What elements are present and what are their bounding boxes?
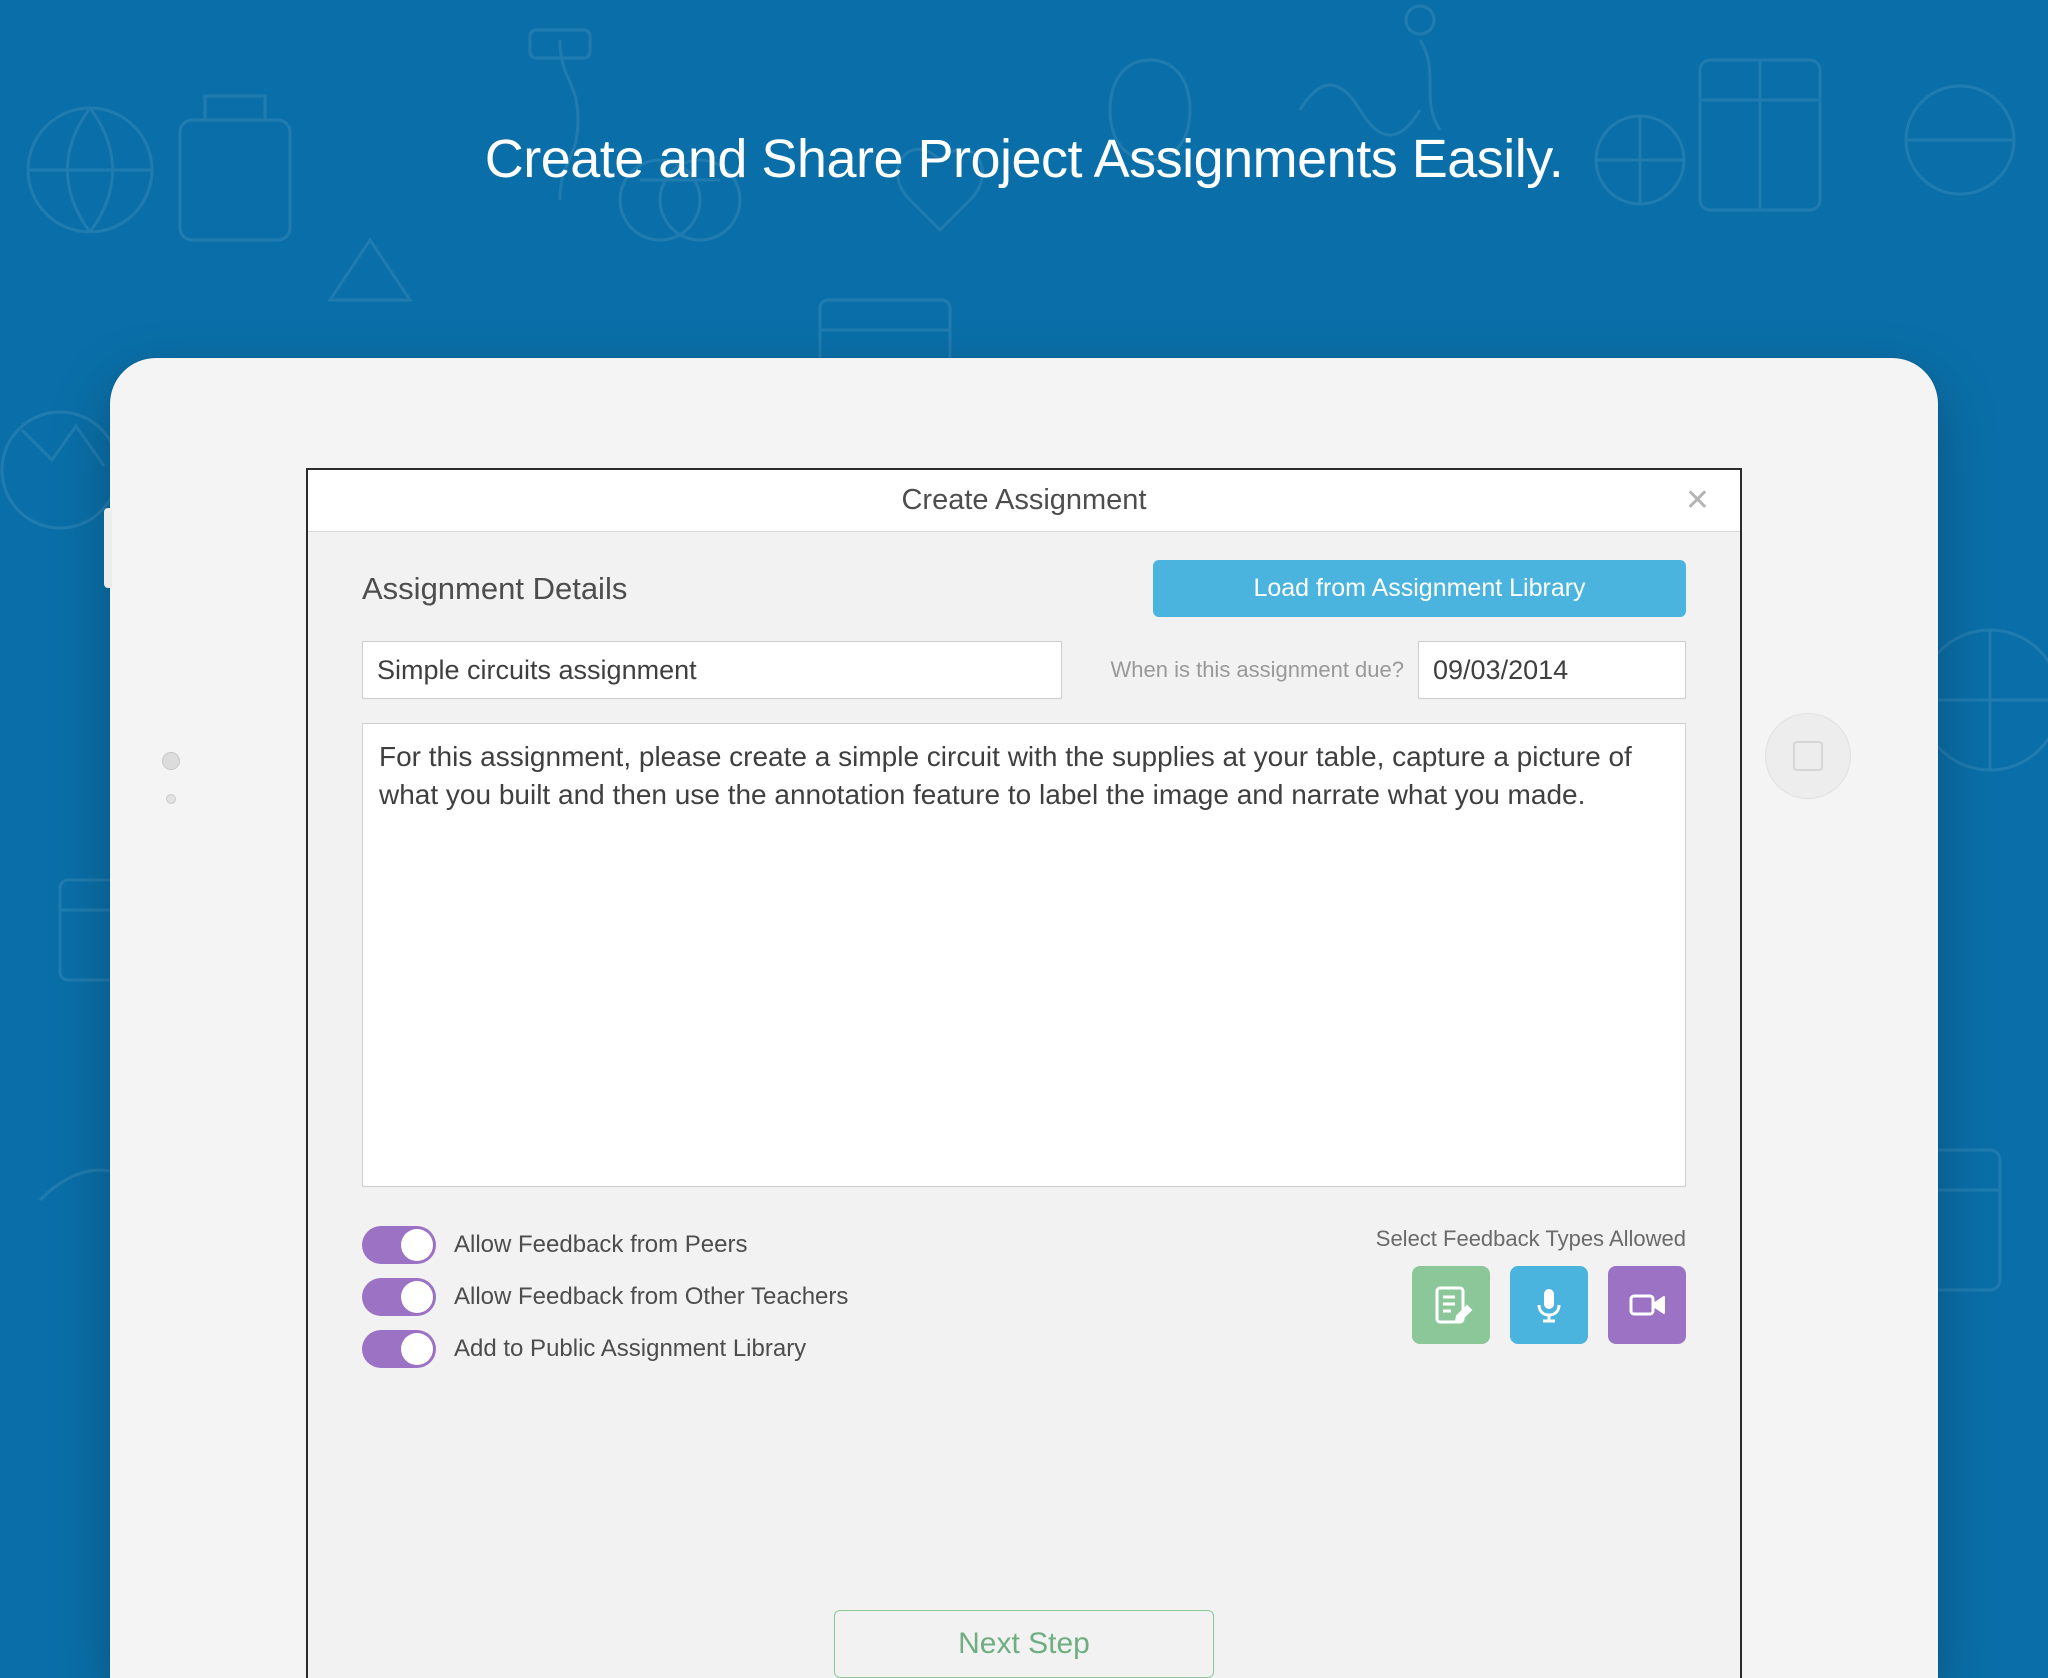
close-icon[interactable]: ✕: [1684, 483, 1710, 517]
video-camera-icon[interactable]: [1608, 1266, 1686, 1344]
modal-body: [308, 532, 1740, 1678]
toggle-add-to-public-library[interactable]: [362, 1330, 436, 1368]
load-from-library-button[interactable]: Load from Assignment Library: [1153, 560, 1686, 617]
toggle-allow-peer-feedback[interactable]: [362, 1226, 436, 1264]
feedback-types-group: [1376, 1226, 1686, 1344]
assignment-details-header: [362, 560, 1686, 617]
microphone-icon[interactable]: [1510, 1266, 1588, 1344]
section-title: Assignment Details: [362, 570, 628, 606]
toggle-label-peers: Allow Feedback from Peers: [454, 1231, 748, 1258]
toggle-row-peers: [362, 1226, 848, 1264]
toggle-row-teachers: [362, 1278, 848, 1316]
options-row: [362, 1226, 1686, 1368]
toggle-label-public-library: Add to Public Assignment Library: [454, 1335, 807, 1362]
due-date-label: When is this assignment due?: [1110, 657, 1404, 682]
assignment-title-input[interactable]: [362, 641, 1062, 699]
toggle-allow-teacher-feedback[interactable]: [362, 1278, 436, 1316]
assignment-description-textarea[interactable]: [362, 723, 1686, 1187]
feedback-types-label: Select Feedback Types Allowed: [1375, 1226, 1686, 1251]
modal-title: Create Assignment: [901, 484, 1147, 516]
toggle-list: [362, 1226, 848, 1368]
next-step-wrapper: [308, 1610, 1740, 1678]
next-step-button[interactable]: Next Step: [834, 1610, 1214, 1678]
text-note-icon[interactable]: [1412, 1266, 1490, 1344]
feedback-type-icons: [1376, 1266, 1686, 1344]
camera-dot: [162, 752, 180, 770]
toggle-row-public-library: [362, 1330, 848, 1368]
page-title: Create and Share Project Assignments Easily.: [484, 129, 1564, 189]
side-button[interactable]: [104, 508, 112, 588]
tablet-frame: [110, 358, 1938, 1678]
due-date-input[interactable]: [1418, 641, 1686, 699]
tablet-screen: [306, 468, 1742, 1678]
home-button[interactable]: [1765, 713, 1851, 799]
sensor-dot: [166, 794, 176, 804]
modal-title-bar: [308, 470, 1740, 532]
assignment-fields-row: [362, 641, 1686, 699]
toggle-label-teachers: Allow Feedback from Other Teachers: [454, 1283, 849, 1310]
